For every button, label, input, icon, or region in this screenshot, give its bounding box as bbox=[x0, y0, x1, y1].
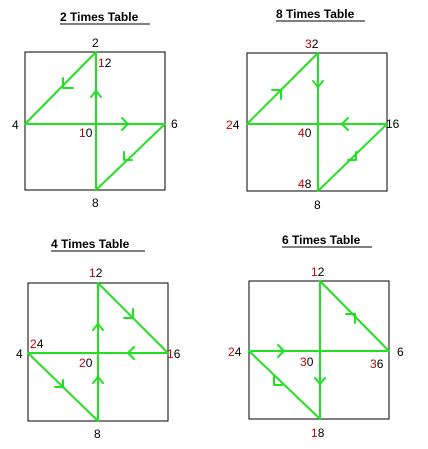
label-left: 24 bbox=[226, 118, 240, 132]
label-top: 2 bbox=[92, 36, 99, 50]
label-left: 4 bbox=[12, 118, 19, 132]
label-center: 30 bbox=[300, 355, 314, 369]
panel-title: 6 Times Table bbox=[282, 233, 361, 247]
label-center: 20 bbox=[79, 356, 93, 370]
label-top: 12 bbox=[311, 265, 325, 279]
panel-title: 2 Times Table bbox=[60, 10, 139, 24]
label-right-inner: 36 bbox=[370, 357, 384, 371]
label-center: 40 bbox=[298, 126, 312, 140]
label-left: 4 bbox=[16, 347, 23, 361]
label-inner: 24 bbox=[30, 337, 44, 351]
panel-4-times-table bbox=[16, 237, 181, 441]
label-inner: 48 bbox=[298, 177, 312, 191]
diagonal-line-bottom-right bbox=[96, 124, 165, 190]
label-right: 6 bbox=[171, 117, 178, 131]
diagonal-line-bottom-right bbox=[318, 124, 387, 191]
label-inner: 12 bbox=[98, 56, 112, 70]
label-left: 24 bbox=[228, 345, 242, 359]
diagonal-line-top-left bbox=[25, 52, 96, 124]
panel-8-times-table bbox=[226, 7, 400, 212]
label-top: 12 bbox=[89, 266, 103, 280]
label-bottom: 18 bbox=[311, 426, 325, 440]
panel-title: 8 Times Table bbox=[276, 7, 355, 21]
label-bottom: 8 bbox=[92, 196, 99, 210]
label-top: 32 bbox=[305, 37, 319, 51]
label-bottom: 8 bbox=[94, 427, 101, 441]
label-right: 16 bbox=[167, 347, 181, 361]
panel-2-times-table bbox=[12, 10, 178, 210]
label-right-outer: 6 bbox=[397, 345, 404, 359]
panel-6-times-table bbox=[228, 233, 404, 440]
panel-title: 4 Times Table bbox=[51, 237, 130, 251]
diagonal-line-top-left bbox=[247, 53, 318, 124]
label-right: 16 bbox=[386, 117, 400, 131]
label-center: 10 bbox=[79, 126, 93, 140]
label-bottom: 8 bbox=[314, 198, 321, 212]
